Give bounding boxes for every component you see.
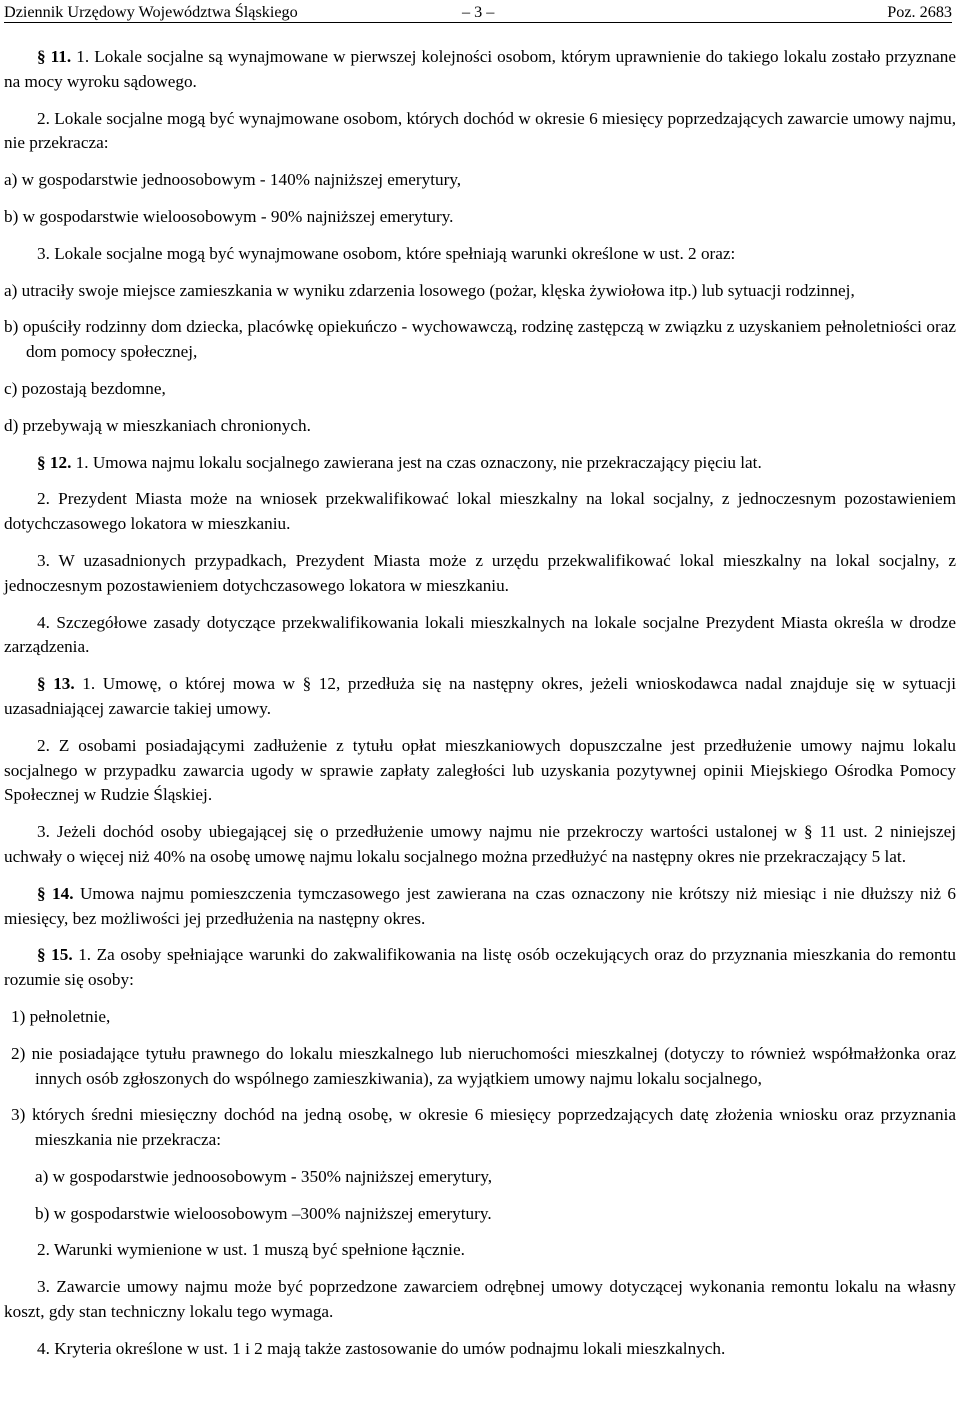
paragraph-12-4: 4. Szczegółowe zasady dotyczące przekwalifikowania lokali mieszkalnych na lokale socjalne Prezydent Miasta określa w drodze zarządzenia. — [4, 612, 956, 657]
list-item: d) przebywają w mieszkaniach chronionych. — [4, 415, 311, 435]
list-item: c) pozostają bezdomne, — [4, 378, 166, 398]
paragraph-15-4: 4. Kryteria określone w ust. 1 i 2 mają także zastosowanie do umów podnajmu lokali mieszkalnych. — [37, 1338, 726, 1358]
section-marker: § 15. — [37, 945, 73, 965]
list-item: a) utraciły swoje miejsce zamieszkania w wyniku zdarzenia losowego (pożar, klęska żywiołowa itp.) lub sytuacji rodzinnej, — [4, 280, 855, 300]
paragraph-15-3: 3. Zawarcie umowy najmu może być poprzedzone zawarciem odrębnej umowy dotyczącej wykonania remontu lokalu na własny koszt, gdy stan techniczny lokalu tego wymaga. — [4, 1277, 956, 1322]
section-marker: § 14. — [37, 883, 74, 903]
paragraph-14: § 14. Umowa najmu pomieszczenia tymczasowego jest zawierana na czas oznaczony nie krótszy niż miesiąc i nie dłuższy niż 6 miesięcy, bez możliwości jej przedłużenia na następny okres. — [4, 883, 957, 928]
page-number: – 3 – — [462, 3, 495, 21]
list-item: b) w gospodarstwie wieloosobowym - 90% najniższej emerytury. — [4, 206, 454, 226]
list-item: b) w gospodarstwie wieloosobowym –300% najniższej emerytury. — [35, 1203, 492, 1223]
paragraph-15-1: § 15. 1. Za osoby spełniające warunki do zakwalifikowania na listę osób oczekujących oraz do przyznania mieszkania do remontu rozumie się osoby: — [4, 945, 956, 990]
paragraph-13-1: § 13. 1. Umowę, o której mowa w § 12, przedłuża się na następny okres, jeżeli wnioskodawca nadal znajduje się w sytuacji uzasadniającej zawarcie takiej umowy. — [4, 674, 956, 718]
position-number: Poz. 2683 — [887, 3, 952, 21]
paragraph-11-1: § 11. 1. Lokale socjalne są wynajmowane w pierwszej kolejności osobom, którym uprawnienie do takiego lokalu zostało przyznane na mocy wyroku sądowego. — [4, 47, 956, 91]
paragraph-15-2: 2. Warunki wymienione w ust. 1 muszą być spełnione łącznie. — [37, 1240, 465, 1260]
list-item: a) w gospodarstwie jednoosobowym - 350% najniższej emerytury, — [35, 1166, 493, 1186]
list-item: a) w gospodarstwie jednoosobowym - 140% najniższej emerytury, — [4, 170, 462, 190]
paragraph-12-2: 2. Prezydent Miasta może na wniosek przekwalifikować lokal mieszkalny na lokal socjalny, z jednoczesnym pozostawieniem dotychczasowego lokatora w mieszkaniu. — [4, 489, 956, 534]
paragraph-11-2: 2. Lokale socjalne mogą być wynajmowane osobom, których dochód w okresie 6 miesięcy poprzedzających zawarcie umowy najmu, nie przekracza: — [4, 108, 956, 153]
paragraph-11-3: 3. Lokale socjalne mogą być wynajmowane osobom, które spełniają warunki określone w ust. 2 oraz: — [37, 243, 736, 263]
paragraph-12-1: § 12. 1. Umowa najmu lokalu socjalnego zawierana jest na czas oznaczony, nie przekraczający pięciu lat. — [37, 452, 762, 472]
section-marker: § 12. — [37, 452, 72, 472]
section-marker: § 13. — [37, 674, 75, 694]
list-item: 3) których średni miesięczny dochód na jedną osobę, w okresie 6 miesięcy poprzedzających datę złożenia wniosku oraz przyznania mieszkania nie przekracza: — [11, 1105, 956, 1150]
paragraph-13-3: 3. Jeżeli dochód osoby ubiegającej się o przedłużenie umowy najmu nie przekroczy wartości ustalonej w § 11 ust. 2 niniejszej uchwały o więcej niż 40% na osobę umowę najmu lokalu socjalnego można przedłużyć na następny okres nie przekraczający 5 lat. — [4, 822, 956, 866]
document-body — [4, 45, 956, 1362]
page-header — [4, 0, 952, 23]
paragraph-12-3: 3. W uzasadnionych przypadkach, Prezydent Miasta może z urzędu przekwalifikować lokal mieszkalny na lokal socjalny, z jednoczesnym pozostawieniem dotychczasowego lokatora w mieszkaniu. — [4, 550, 956, 595]
list-item: b) opuściły rodzinny dom dziecka, placówkę opiekuńczo - wychowawczą, rodzinę zastępczą w związku z uzyskaniem pełnoletniości oraz dom pomocy społecznej, — [4, 317, 956, 362]
list-item: 2) nie posiadające tytułu prawnego do lokalu mieszkalnego lub nieruchomości mieszkalnej (dotyczy to również współmałżonka oraz innych osób zgłoszonych do wspólnego zamieszkiwania), za wyjątkiem umowy najmu lokalu socjalnego, — [11, 1043, 956, 1088]
paragraph-13-2: 2. Z osobami posiadającymi zadłużenie z tytułu opłat mieszkaniowych dopuszczalne jest przedłużenie umowy najmu lokalu socjalnego w przypadku zawarcia ugody w sprawie zapłaty zaległości lub uzyskania pozytywnej opinii Miejskiego Ośrodka Pomocy Społecznej w Rudzie Śląskiej. — [4, 735, 956, 805]
journal-title: Dziennik Urzędowy Województwa Śląskiego — [4, 3, 298, 21]
section-marker: § 11. — [37, 47, 72, 66]
list-item: 1) pełnoletnie, — [11, 1006, 111, 1026]
